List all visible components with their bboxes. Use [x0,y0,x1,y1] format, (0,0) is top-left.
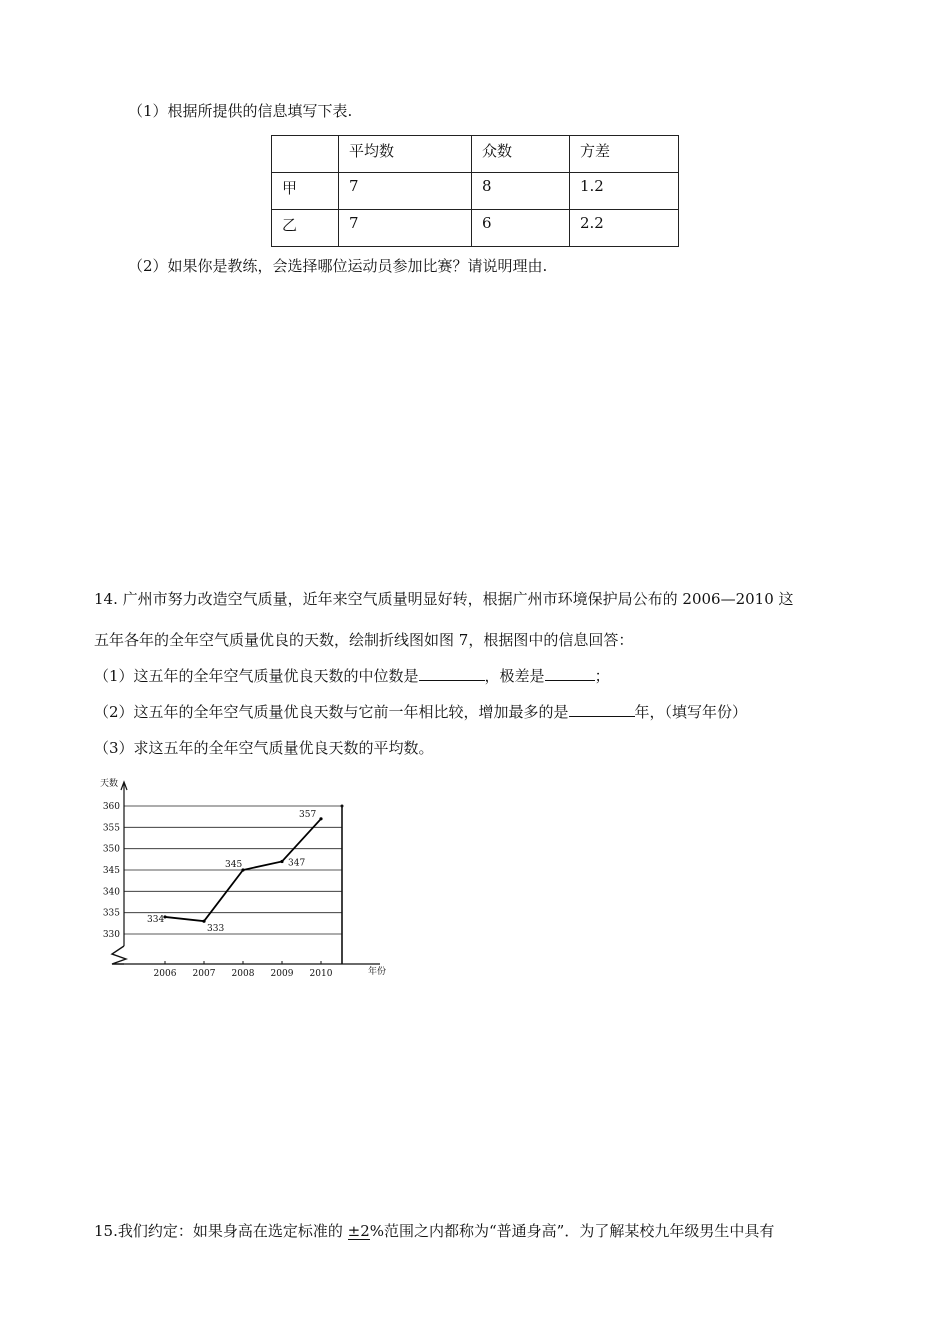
y-axis-title: 天数 [100,779,119,789]
y-tick-label: 340 [102,887,120,898]
table-cell: 7 [339,210,472,247]
q14-part1-text-a: （1）这五年的全年空气质量优良天数的中位数是 [94,667,419,685]
table-header-cell: 众数 [472,136,570,173]
y-tick-label: 335 [102,908,120,919]
data-point [202,920,205,923]
data-label: 333 [207,924,225,935]
y-tick-label: 355 [102,823,120,834]
table-cell: 8 [472,173,570,210]
table-header-cell: 方差 [570,136,679,173]
plus-minus-value: ±2 [347,1222,370,1240]
q14-line2: 五年各年的全年空气质量优良的天数，绘制折线图如图 7，根据图中的信息回答： [94,631,634,649]
x-tick-label: 2008 [231,969,255,979]
y-tick-label: 360 [102,802,120,812]
table-header-cell: 平均数 [339,136,472,173]
right-boundary-dot [341,805,344,808]
range-answer-blank[interactable] [545,666,595,681]
x-axis-title: 年份 [368,967,387,977]
table-cell: 2.2 [570,210,679,247]
y-tick-label: 345 [102,866,120,876]
table-cell: 7 [339,173,472,210]
x-tick-label: 2006 [153,969,177,979]
table-header-cell [272,136,339,173]
q13-part1: （1）根据所提供的信息填写下表. [128,102,353,120]
y-tick-label: 330 [102,930,120,940]
table-header-row [272,136,679,173]
q15-text [94,1221,774,1241]
axis-break-zigzag [112,946,126,964]
q14-part2 [94,702,747,722]
q14-line1: 14. 广州市努力改造空气质量，近年来空气质量明显好转，根据广州市环境保护局公布的 2006—2010 这 [94,590,794,608]
y-tick-label: 350 [102,844,120,855]
data-point [280,860,283,863]
x-tick-label: 2009 [270,969,294,979]
x-tick-label: 2010 [309,969,333,979]
q15-suffix: %范围之内都称为“普通身高”．为了解某校九年级男生中具有 [369,1222,775,1240]
x-tick-label: 2007 [192,969,216,979]
table-cell: 1.2 [570,173,679,210]
year-answer-blank[interactable] [569,702,635,717]
table-row [272,210,679,247]
q13-part2: （2）如果你是教练，会选择哪位运动员参加比赛？请说明理由. [128,257,548,275]
q14-part1-text-c: ； [594,667,610,685]
table-cell: 6 [472,210,570,247]
q14-part2-text-b: 年，（填写年份） [634,703,748,721]
data-label: 347 [288,858,306,869]
data-label: 334 [147,914,165,925]
q14-part3: （3）求这五年的全年空气质量优良天数的平均数。 [94,739,434,757]
data-label: 357 [299,809,317,820]
table-cell: 乙 [272,210,339,247]
q15-prefix: 15.我们约定：如果身高在选定标准的 [94,1222,348,1240]
q14-part2-text-a: （2）这五年的全年空气质量优良天数与它前一年相比较，增加最多的是 [94,703,569,721]
table-row [272,173,679,210]
q14-part1 [94,666,610,686]
air-quality-line-chart [100,776,400,986]
q14-part1-text-b: ，极差是 [484,667,545,685]
data-point [319,817,322,820]
table-cell: 甲 [272,173,339,210]
data-label: 345 [225,860,243,870]
stats-table [271,135,679,247]
median-answer-blank[interactable] [419,666,485,681]
